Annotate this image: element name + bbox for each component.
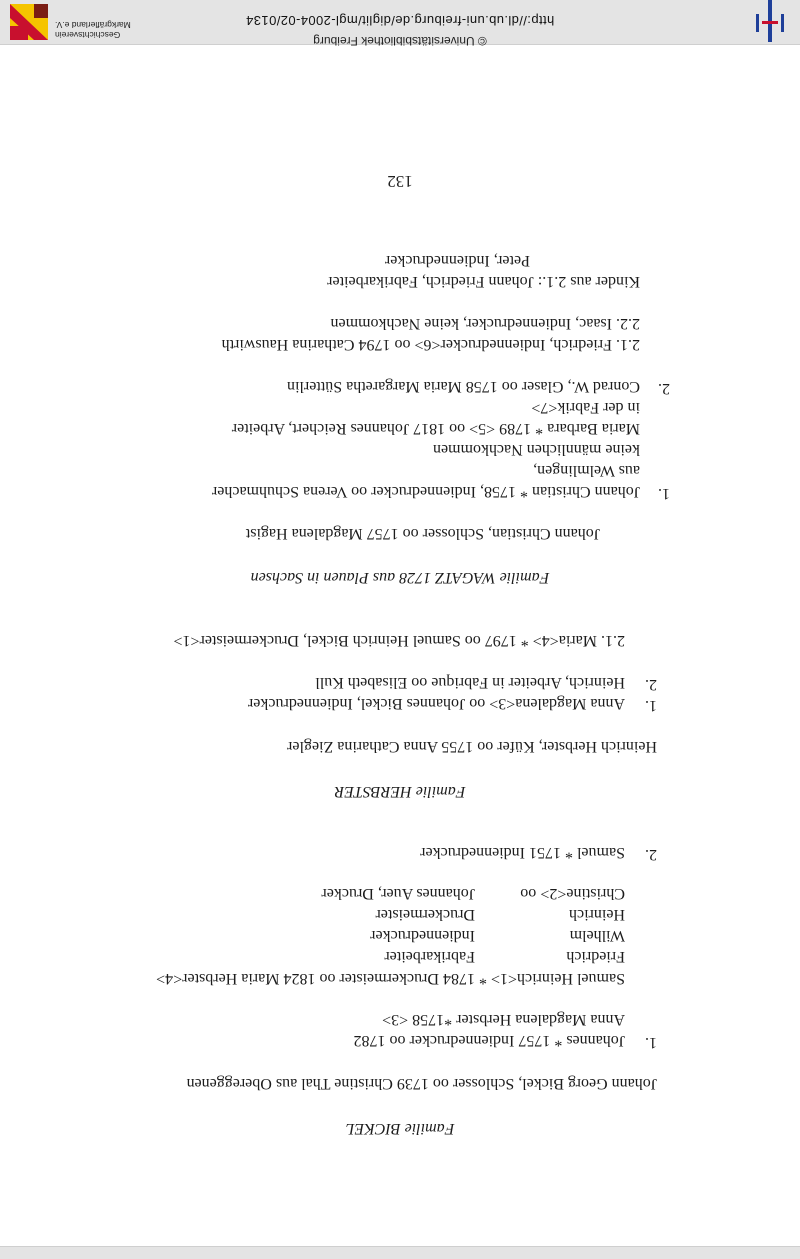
bickel-entry-2-line-1: Samuel * 1751 Indiennedrucker (420, 844, 625, 861)
wagatz-entry-1-line-3: keine männlichen Nachkommen (432, 441, 640, 458)
viewer-footer-bar (0, 0, 800, 48)
herbster-entry-2-line-1: Heinrich, Arbeiter in Fabrique oo Elisabeth Kull (315, 674, 625, 691)
wagatz-ancestor: Johann Christian, Schlosser oo 1757 Magdalena Hagist (245, 525, 600, 542)
society-name-line-1: Geschichtsverein (55, 30, 121, 40)
ub-freiburg-logo-icon[interactable] (750, 0, 790, 42)
herbster-entry-1-line-1: Anna Magdalena<3> oo Johannes Bickel, Indiennedrucker (247, 695, 625, 712)
heading-familie-herbster: Familie HERBSTER (334, 783, 466, 800)
page-number: 132 (387, 172, 413, 191)
wagatz-entry-2-number: 2. (658, 380, 670, 397)
wagatz-friedrich: 2.1. Friedrich, Indiennedrucker<6> oo 1794 Catharina Hauswirth (221, 336, 640, 353)
viewer-header-strip (0, 1246, 800, 1259)
bickel-entry-1-line-1: Johannes * 1757 Indiennedrucker oo 1782 (353, 1032, 625, 1049)
bickel-child-name: Friedrich (566, 948, 625, 965)
document-url-link[interactable]: http://dl.ub.uni-freiburg.de/diglit/mgl-2004-02/0134 (245, 13, 555, 28)
bickel-child-occupation: Druckermeister (375, 906, 475, 923)
bickel-child-occupation: Indiennedrucker (370, 927, 475, 944)
copyright-text: © Universitätsbibliothek Freiburg (313, 34, 487, 48)
wagatz-entry-1-number: 1. (658, 485, 670, 502)
bickel-entry-1-line-2: Anna Magdalena Herbster *1758 <3> (382, 1011, 625, 1028)
society-name (55, 20, 205, 40)
wagatz-kinder-line-2: Peter, Indiennedrucker (384, 252, 530, 269)
bickel-entry-1-number: 1. (645, 1034, 657, 1051)
bickel-child-name: Christine<2> oo (520, 885, 625, 902)
bickel-ancestor: Johann Georg Bickel, Schlosser oo 1739 Christine Thal aus Obereggenen (186, 1075, 657, 1092)
heading-familie-bickel: Familie BICKEL (345, 1120, 455, 1137)
heading-familie-wagatz: Familie WAGATZ 1728 aus Plauen in Sachsen (250, 569, 550, 586)
herbster-ancestor: Heinrich Herbster, Küfer oo 1755 Anna Catharina Ziegler (287, 738, 657, 755)
bickel-child-occupation: Johannes Auer, Drucker (321, 885, 475, 902)
wagatz-isaac: 2.2. Isaac, Indiennedrucker, keine Nachkommen (330, 315, 640, 332)
society-name-line-2: Markgräflerland e.V. (55, 20, 131, 30)
herbster-maria: 2.1. Maria<4> * 1797 oo Samuel Heinrich Bickel, Druckermeister<1> (173, 632, 625, 649)
wagatz-entry-1-line-2: aus Welmlingen, (533, 462, 640, 479)
herbster-entry-1-number: 1. (645, 697, 657, 714)
wagatz-entry-1-line-4: Maria Barbara * 1789 <5> oo 1817 Johannes Reichert, Arbeiter (231, 420, 640, 437)
bickel-child-name: Heinrich (569, 906, 625, 923)
wagatz-kinder-line-1: Kinder aus 2.1.: Johann Friedrich, Fabrikarbeiter (327, 273, 640, 290)
bickel-entry-2-number: 2. (645, 846, 657, 863)
wagatz-entry-2-line-1: Conrad W., Glaser oo 1758 Maria Margaretha Sütterlin (287, 378, 640, 395)
bickel-child-name: Wilhelm (569, 927, 625, 944)
wagatz-entry-1-line-1: Johann Christian * 1758, Indiennedrucker oo Verena Schuhmacher (211, 483, 640, 500)
bickel-samuel-heinrich: Samuel Heinrich<1> * 1784 Druckermeister oo 1824 Maria Herbster<4> (156, 970, 625, 987)
geschichtsverein-crest-icon[interactable] (10, 4, 48, 40)
bickel-child-occupation: Fabrikarbeiter (384, 948, 475, 965)
herbster-entry-2-number: 2. (645, 676, 657, 693)
wagatz-entry-1-line-5: in der Fabrik<7> (531, 399, 640, 416)
